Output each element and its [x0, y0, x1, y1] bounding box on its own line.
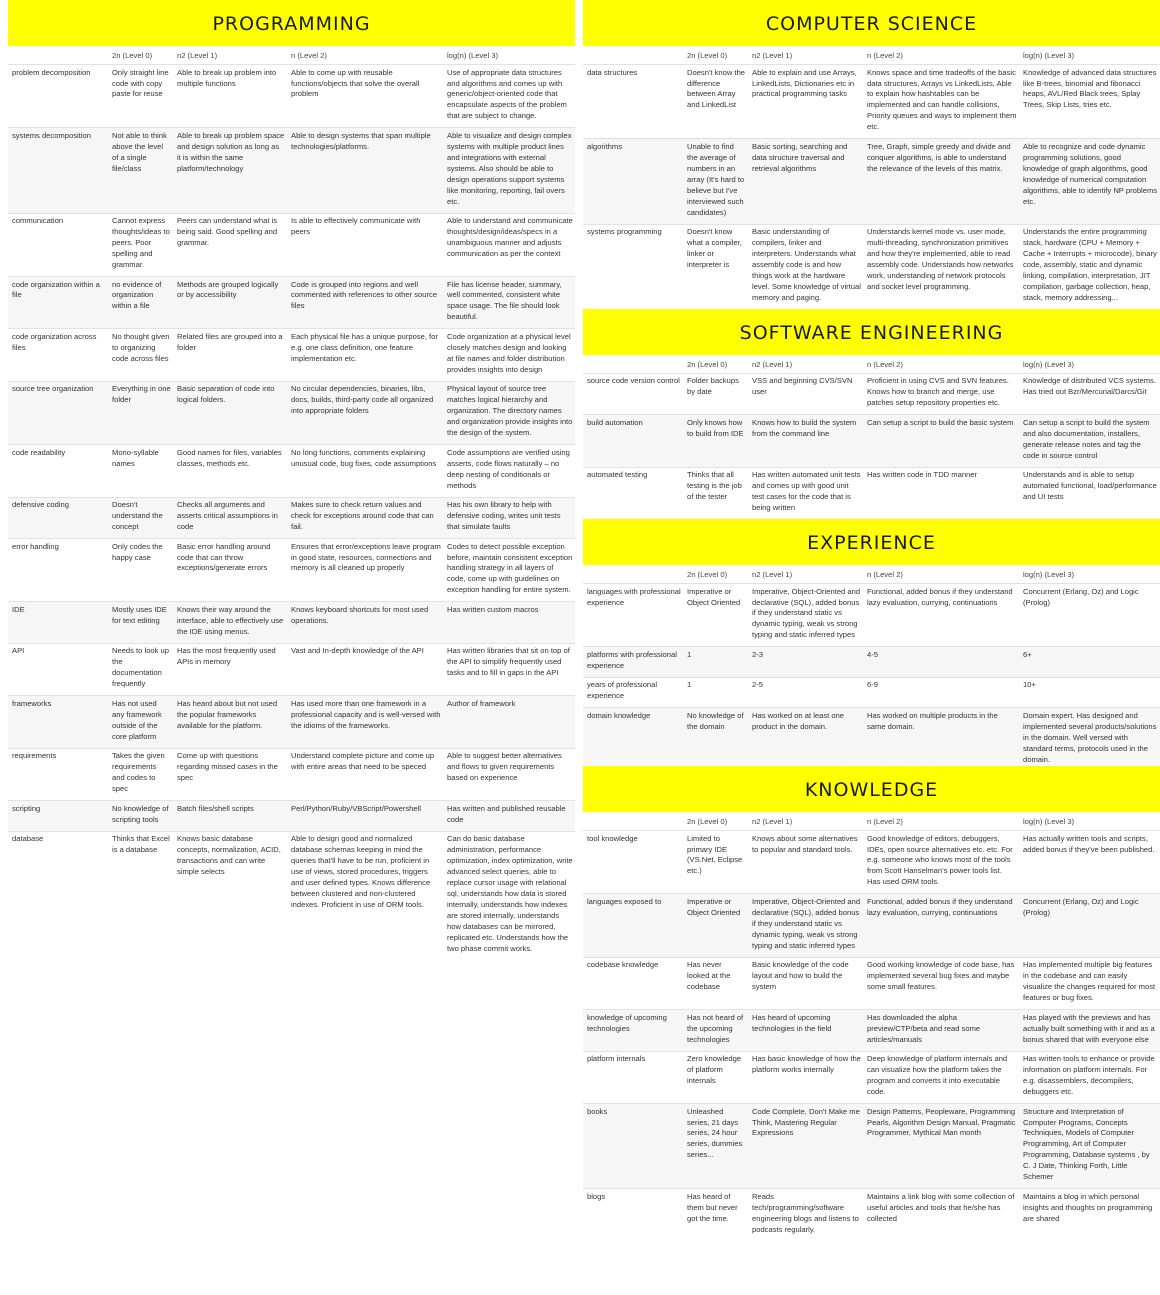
- level-cell: Able to explain and use Arrays, LinkedLists, Dictionaries etc in practical programming tasks: [748, 64, 863, 138]
- level-cell: Knowledge of distributed VCS systems. Has tried out Bzr/Mercurial/Darcs/Git: [1019, 373, 1160, 414]
- row-label: code organization across files: [8, 329, 108, 381]
- level-cell: VSS and beginning CVS/SVN user: [748, 373, 863, 414]
- level-cell: Understands kernel mode vs. user mode, multi-threading, synchronization primitives and how they're implemented, able to read assembly code. Understands how networks work, understanding of network protocols and socket level programming.: [863, 224, 1019, 309]
- row-label: error handling: [8, 538, 108, 601]
- row-label: database: [8, 831, 108, 960]
- level-cell: No circular dependencies, binaries, libs, docs, builds, third-party code all organized into appropriate folders: [287, 381, 443, 444]
- row-label: blogs: [583, 1189, 683, 1241]
- row-label: source code version control: [583, 373, 683, 414]
- level-cell: Able to break up problem into multiple functions: [173, 64, 287, 127]
- table-row: [583, 1189, 1160, 1241]
- level-cell: Only straight line code with copy paste for reuse: [108, 64, 173, 127]
- row-label: knowledge of upcoming technologies: [583, 1010, 683, 1051]
- level-cell: Code assumptions are verified using asserts, code flows naturally – no deep nesting of conditionals or methods: [443, 445, 575, 497]
- level-cell: Tree, Graph, simple greedy and divide and conquer algorithms, is able to understand the relevance of the levels of this matrix.: [863, 139, 1019, 224]
- level-cell: Functional, added bonus if they understand lazy evaluation, currying, continuations: [863, 583, 1019, 646]
- table-row: [8, 801, 575, 832]
- level-cell: Peers can understand what is being said. Good spelling and grammar.: [173, 213, 287, 276]
- section-programming: [8, 0, 575, 960]
- table-row: [8, 696, 575, 748]
- table-row: [583, 1051, 1160, 1103]
- level-cell: Can setup a script to build the basic system: [863, 415, 1019, 467]
- column-header: 2n (Level 0): [687, 359, 728, 369]
- level-cell: No knowledge of scripting tools: [108, 801, 173, 832]
- level-cell: Doesn't know the difference between Array and LinkedList: [683, 64, 748, 138]
- column-header: n2 (Level 1): [177, 51, 218, 60]
- column-header: 2n (Level 0): [687, 570, 728, 580]
- section-title: KNOWLEDGE: [583, 766, 1160, 812]
- level-cell: Able to design good and normalized database schemas keeping in mind the queries that'll have to be run, proficient in use of views, stored procedures, triggers and user defined types. Knows difference between clustered and non-clustered indexes. Proficient in use of ORM tools.: [287, 831, 443, 960]
- level-cell: Has never looked at the codebase: [683, 957, 748, 1009]
- section-experience: [583, 519, 1160, 766]
- table-row: [8, 831, 575, 960]
- level-cell: Perl/Python/Ruby/VBScript/Powershell: [287, 801, 443, 832]
- level-cell: Related files are grouped into a folder: [173, 329, 287, 381]
- level-cell: Basic understanding of compilers, linker and interpreters. Understands what assembly code is and how things work at the hardware level. Some knowledge of virtual memory and paging.: [748, 224, 863, 309]
- level-cell: Knows space and time tradeoffs of the basic data structures, Arrays vs LinkedLists, Able to explain how hashtables can be implemented and can handle collisions, Priority queues and ways to implement them etc.: [863, 64, 1019, 138]
- section-software-engineering: [583, 309, 1160, 519]
- column-header: [8, 50, 108, 64]
- row-label: languages exposed to: [583, 894, 683, 957]
- level-cell: Has the most frequently used APIs in memory: [173, 643, 287, 695]
- level-cell: Imperative, Object-Oriented and declarative (SQL), added bonus if they understand static vs dynamic typing, weak vs strong typing and static inferred types: [748, 583, 863, 646]
- level-cell: Knows about some alternatives to popular and standard tools.: [748, 830, 863, 893]
- table-row: [583, 583, 1160, 646]
- column-header: 2n (Level 0): [687, 817, 728, 827]
- column-header: n (Level 2): [867, 359, 903, 369]
- level-cell: Everything in one folder: [108, 381, 173, 444]
- column-header: n2 (Level 1): [752, 570, 793, 580]
- level-cell: Concurrent (Erlang, Oz) and Logic (Prolog): [1019, 583, 1160, 646]
- level-cell: Reads tech/programming/software engineering blogs and listens to podcasts regularly.: [748, 1189, 863, 1241]
- level-cell: Only knows how to build from IDE: [683, 415, 748, 467]
- section-knowledge: [583, 766, 1160, 1241]
- table-row: [8, 329, 575, 381]
- level-cell: 6-9: [863, 677, 1019, 708]
- level-cell: Has heard of them but never got the time.: [683, 1189, 748, 1241]
- level-cell: Knows basic database concepts, normalization, ACID, transactions and can write simple selects: [173, 831, 287, 960]
- level-cell: Able to visualize and design complex systems with multiple product lines and integrations with external systems. Also should be able to design operations support systems like monitoring, reporting, fail overs etc.: [443, 128, 575, 213]
- section-computer-science: [583, 0, 1160, 309]
- level-cell: 1: [683, 677, 748, 708]
- section-title: PROGRAMMING: [8, 0, 575, 46]
- level-cell: Knows how to build the system from the command line: [748, 415, 863, 467]
- level-cell: 6+: [1019, 647, 1160, 678]
- row-label: code organization within a file: [8, 276, 108, 328]
- level-cell: Code Complete, Don't Make me Think, Mastering Regular Expressions: [748, 1103, 863, 1188]
- level-cell: Has not heard of the upcoming technologies: [683, 1010, 748, 1051]
- header-row: [583, 50, 1160, 64]
- column-header: [583, 50, 683, 64]
- table-row: [583, 1103, 1160, 1188]
- level-cell: Has written code in TDD manner: [863, 467, 1019, 519]
- left-column: [8, 0, 575, 960]
- column-header: log(n) (Level 3): [1023, 817, 1075, 827]
- level-cell: Has heard about but not used the popular frameworks available for the platform.: [173, 696, 287, 748]
- row-label: algorithms: [583, 139, 683, 224]
- level-cell: Understand complete picture and come up with entire areas that need to be speced: [287, 748, 443, 800]
- level-cell: Makes sure to check return values and check for exceptions around code that can fail.: [287, 497, 443, 538]
- table-row: [583, 830, 1160, 893]
- level-cell: Has downloaded the alpha preview/CTP/beta and read some articles/manuals: [863, 1010, 1019, 1051]
- level-cell: Imperative or Object Oriented: [683, 894, 748, 957]
- level-cell: Able to recognize and code dynamic programming solutions, good knowledge of graph algorithms, good knowledge of numerical computation algorithms, able to identify NP problems etc.: [1019, 139, 1160, 224]
- level-cell: Has not used any framework outside of the core platform: [108, 696, 173, 748]
- column-header: log(n) (Level 3): [1023, 570, 1075, 580]
- level-cell: Has actually written tools and scripts, added bonus if they've been published.: [1019, 830, 1160, 893]
- level-cell: Batch files/shell scripts: [173, 801, 287, 832]
- level-cell: Good working knowledge of code base, has implemented several bug fixes and maybe some small features.: [863, 957, 1019, 1009]
- level-cell: Able to design systems that span multiple technologies/platforms.: [287, 128, 443, 213]
- level-cell: Maintains a link blog with some collection of useful articles and tools that he/she has collected: [863, 1189, 1019, 1241]
- row-label: code readability: [8, 445, 108, 497]
- table-row: [583, 373, 1160, 414]
- section-title: COMPUTER SCIENCE: [583, 0, 1160, 46]
- matrix-table: [583, 50, 1160, 309]
- column-header: n (Level 2): [867, 817, 903, 827]
- header-row: [583, 359, 1160, 373]
- level-cell: Is able to effectively communicate with peers: [287, 213, 443, 276]
- level-cell: Has written and published reusable code: [443, 801, 575, 832]
- level-cell: Thinks that Excel is a database: [108, 831, 173, 960]
- level-cell: Concurrent (Erlang, Oz) and Logic (Prolog): [1019, 894, 1160, 957]
- level-cell: No thought given to organizing code across files: [108, 329, 173, 381]
- level-cell: Imperative or Object Oriented: [683, 583, 748, 646]
- matrix-table: [8, 50, 575, 960]
- table-row: [8, 128, 575, 213]
- row-label: requirements: [8, 748, 108, 800]
- row-label: platform internals: [583, 1051, 683, 1103]
- level-cell: Mostly uses IDE for text editing: [108, 602, 173, 643]
- level-cell: Domain expert. Has designed and implemented several products/solutions in the domain. Well versed with standard terms, protocols used in the domain.: [1019, 708, 1160, 766]
- column-header: n2 (Level 1): [752, 51, 793, 60]
- row-label: source tree organization: [8, 381, 108, 444]
- level-cell: 2-3: [748, 647, 863, 678]
- level-cell: Come up with questions regarding missed cases in the spec: [173, 748, 287, 800]
- level-cell: Ensures that error/exceptions leave program in good state, resources, connections and memory is all cleaned up properly: [287, 538, 443, 601]
- table-row: [8, 64, 575, 127]
- level-cell: Structure and Interpretation of Computer Programs, Concepts Techniques, Models of Computer Programming, Art of Computer Programming, Database systems , by C. J Date, Thinking Forth, Little Schemer: [1019, 1103, 1160, 1188]
- level-cell: Limited to primary IDE (VS.Net, Eclipse etc.): [683, 830, 748, 893]
- column-header: 2n (Level 0): [687, 51, 728, 60]
- level-cell: Code is grouped into regions and well commented with references to other source files: [287, 276, 443, 328]
- header-row: [583, 569, 1160, 583]
- level-cell: Mono-syllable names: [108, 445, 173, 497]
- section-title: EXPERIENCE: [583, 519, 1160, 565]
- column-header: 2n (Level 0): [112, 51, 153, 60]
- table-row: [583, 64, 1160, 138]
- level-cell: 2-5: [748, 677, 863, 708]
- level-cell: 1: [683, 647, 748, 678]
- level-cell: Methods are grouped logically or by accessibility: [173, 276, 287, 328]
- row-label: codebase knowledge: [583, 957, 683, 1009]
- row-label: API: [8, 643, 108, 695]
- row-label: build automation: [583, 415, 683, 467]
- level-cell: Has written tools to enhance or provide information on platform internals. For e.g. disassemblers, decompilers, debuggers etc.: [1019, 1051, 1160, 1103]
- row-label: domain knowledge: [583, 708, 683, 766]
- table-row: [8, 381, 575, 444]
- matrix-table: [583, 816, 1160, 1241]
- level-cell: Understands and is able to setup automated functional, load/performance and UI tests: [1019, 467, 1160, 519]
- level-cell: Has written custom macros: [443, 602, 575, 643]
- table-row: [583, 415, 1160, 467]
- level-cell: Deep knowledge of platform internals and can visualize how the platform takes the program and converts it into executable code.: [863, 1051, 1019, 1103]
- level-cell: Proficient in using CVS and SVN features. Knows how to branch and merge, use patches setup repository properties etc.: [863, 373, 1019, 414]
- level-cell: Able to suggest better alternatives and flows to given requirements based on experience: [443, 748, 575, 800]
- level-cell: 4-5: [863, 647, 1019, 678]
- level-cell: Able to come up with reusable functions/objects that solve the overall problem: [287, 64, 443, 127]
- level-cell: Can setup a script to build the system and also documentation, installers, generate release notes and tag the code in source control: [1019, 415, 1160, 467]
- level-cell: Only codes the happy case: [108, 538, 173, 601]
- table-row: [8, 748, 575, 800]
- column-header: [583, 359, 683, 373]
- row-label: tool knowledge: [583, 830, 683, 893]
- level-cell: Maintains a blog in which personal insights and thoughts on programming are shared: [1019, 1189, 1160, 1241]
- level-cell: Checks all arguments and asserts critical assumptions in code: [173, 497, 287, 538]
- level-cell: Zero knowledge of platform internals: [683, 1051, 748, 1103]
- level-cell: No long functions, comments explaining unusual code, bug fixes, code assumptions: [287, 445, 443, 497]
- table-row: [583, 224, 1160, 309]
- column-header: log(n) (Level 3): [1023, 359, 1075, 369]
- level-cell: Imperative, Object-Oriented and declarative (SQL), added bonus if they understand static vs dynamic typing, weak vs strong typing and static inferred types: [748, 894, 863, 957]
- table-row: [8, 538, 575, 601]
- level-cell: Has used more than one framework in a professional capacity and is well-versed with the idioms of the frameworks.: [287, 696, 443, 748]
- level-cell: Each physical file has a unique purpose, for e.g. one class definition, one feature implementation etc.: [287, 329, 443, 381]
- level-cell: Doesn't understand the concept: [108, 497, 173, 538]
- table-row: [583, 677, 1160, 708]
- row-label: automated testing: [583, 467, 683, 519]
- level-cell: No knowledge of the domain: [683, 708, 748, 766]
- header-row: [8, 50, 575, 64]
- table-row: [8, 643, 575, 695]
- level-cell: Able to understand and communicate thoughts/design/ideas/specs in a unambiguous manner and adjusts communication as per the context: [443, 213, 575, 276]
- level-cell: Basic sorting, searching and data structure traversal and retrieval algorithms: [748, 139, 863, 224]
- level-cell: Knowledge of advanced data structures like B-trees, binomial and fibonacci heaps, AVL/Red Black trees, Splay Trees, Skip Lists, tries etc.: [1019, 64, 1160, 138]
- level-cell: Knows keyboard shortcuts for most used operations.: [287, 602, 443, 643]
- level-cell: Has heard of upcoming technologies in the field: [748, 1010, 863, 1051]
- row-label: communication: [8, 213, 108, 276]
- table-row: [583, 467, 1160, 519]
- level-cell: Codes to detect possible exception before, maintain consistent exception handling strategy in all layers of code, come up with guidelines on exception handling for entire system.: [443, 538, 575, 601]
- matrix-table: [583, 359, 1160, 519]
- table-row: [583, 957, 1160, 1009]
- table-row: [583, 708, 1160, 766]
- table-row: [8, 213, 575, 276]
- level-cell: Code organization at a physical level closely matches design and looking at file names and folder distribution provides insights into design: [443, 329, 575, 381]
- row-label: IDE: [8, 602, 108, 643]
- level-cell: no evidence of organization within a file: [108, 276, 173, 328]
- row-label: systems decomposition: [8, 128, 108, 213]
- level-cell: Unable to find the average of numbers in an array (It's hard to believe but I've interviewed such candidates): [683, 139, 748, 224]
- table-row: [583, 139, 1160, 224]
- level-cell: Doesn't know what a compiler, linker or interpreter is: [683, 224, 748, 309]
- column-header: [583, 569, 683, 583]
- row-label: years of professional experience: [583, 677, 683, 708]
- column-header: n (Level 2): [867, 51, 903, 60]
- section-title: SOFTWARE ENGINEERING: [583, 309, 1160, 355]
- level-cell: Good knowledge of editors, debuggers, IDEs, open source alternatives etc. etc. For e.g. someone who knows most of the tools from Scott Hanselman's power tools list. Has used ORM tools.: [863, 830, 1019, 893]
- level-cell: Has worked on multiple products in the same domain.: [863, 708, 1019, 766]
- row-label: defensive coding: [8, 497, 108, 538]
- level-cell: File has license header, summary, well commented, consistent white space usage. The file should look beautiful.: [443, 276, 575, 328]
- level-cell: Design Patterns, Peopleware, Programming Pearls, Algorithm Design Manual, Pragmatic Programmer, Mythical Man month: [863, 1103, 1019, 1188]
- column-header: n (Level 2): [291, 51, 327, 60]
- level-cell: Cannot express thoughts/ideas to peers. Poor spelling and grammar.: [108, 213, 173, 276]
- level-cell: Basic separation of code into logical folders.: [173, 381, 287, 444]
- level-cell: Needs to look up the documentation frequently: [108, 643, 173, 695]
- matrix-table: [583, 569, 1160, 766]
- row-label: books: [583, 1103, 683, 1188]
- column-header: log(n) (Level 3): [1023, 51, 1075, 60]
- row-label: languages with professional experience: [583, 583, 683, 646]
- right-column: [583, 0, 1160, 1241]
- level-cell: Basic knowledge of the code layout and how to build the system: [748, 957, 863, 1009]
- level-cell: Unleashed series, 21 days series, 24 hour series, dummies series...: [683, 1103, 748, 1188]
- level-cell: Has implemented multiple big features in the codebase and can easily visualize the changes required for most features or bug fixes.: [1019, 957, 1160, 1009]
- level-cell: Can do basic database administration, performance optimization, index optimization, write advanced select queries, able to replace cursor usage with relational sql, understands how data is stored internally, understands how indexes are stored internally, understands how databases can be mirrored, replicated etc. Understands how the two phase commit works.: [443, 831, 575, 960]
- level-cell: Able to break up problem space and design solution as long as it is within the same platform/technology: [173, 128, 287, 213]
- level-cell: Has written libraries that sit on top of the API to simplify frequently used tasks and to fill in gaps in the API: [443, 643, 575, 695]
- column-header: n (Level 2): [867, 570, 903, 580]
- table-row: [583, 1010, 1160, 1051]
- level-cell: Good names for files, variables classes, methods etc.: [173, 445, 287, 497]
- level-cell: Folder backups by date: [683, 373, 748, 414]
- level-cell: Functional, added bonus if they understand lazy evaluation, currying, continuations: [863, 894, 1019, 957]
- level-cell: Use of appropriate data structures and algorithms and comes up with generic/object-oriented code that encapsulate aspects of the problem that are subject to change.: [443, 64, 575, 127]
- level-cell: Understands the entire programming stack, hardware (CPU + Memory + Cache + Interrupts + microcode), binary code, assembly, static and dynamic linking, compilation, interpretation, JIT compilation, garbage collection, heap, stack, memory addressing...: [1019, 224, 1160, 309]
- column-header: log(n) (Level 3): [447, 51, 499, 60]
- row-label: data structures: [583, 64, 683, 138]
- level-cell: Has worked on at least one product in the domain.: [748, 708, 863, 766]
- table-row: [583, 647, 1160, 678]
- level-cell: Physical layout of source tree matches logical hierarchy and organization. The directory names and organization provide insights into the design of the system.: [443, 381, 575, 444]
- level-cell: Thinks that all testing is the job of the tester: [683, 467, 748, 519]
- level-cell: Has his own library to help with defensive coding, writes unit tests that simulate faults: [443, 497, 575, 538]
- table-row: [583, 894, 1160, 957]
- column-header: n2 (Level 1): [752, 817, 793, 827]
- level-cell: Basic error handling around code that can throw exceptions/generate errors: [173, 538, 287, 601]
- level-cell: Has written automated unit tests and comes up with good unit test cases for the code that is being written: [748, 467, 863, 519]
- level-cell: 10+: [1019, 677, 1160, 708]
- level-cell: Has played with the previews and has actually built something with it and as a bonus shared that with everyone else: [1019, 1010, 1160, 1051]
- table-row: [8, 445, 575, 497]
- level-cell: Takes the given requirements and codes to spec: [108, 748, 173, 800]
- row-label: systems programming: [583, 224, 683, 309]
- level-cell: Author of framework: [443, 696, 575, 748]
- table-row: [8, 276, 575, 328]
- table-row: [8, 497, 575, 538]
- column-header: [583, 816, 683, 830]
- row-label: platforms with professional experience: [583, 647, 683, 678]
- table-row: [8, 602, 575, 643]
- level-cell: Not able to think above the level of a single file/class: [108, 128, 173, 213]
- row-label: problem decomposition: [8, 64, 108, 127]
- row-label: frameworks: [8, 696, 108, 748]
- level-cell: Has basic knowledge of how the platform works internally: [748, 1051, 863, 1103]
- column-header: n2 (Level 1): [752, 359, 793, 369]
- level-cell: Knows their way around the interface, able to effectively use the IDE using menus.: [173, 602, 287, 643]
- header-row: [583, 816, 1160, 830]
- row-label: scripting: [8, 801, 108, 832]
- level-cell: Vast and In-depth knowledge of the API: [287, 643, 443, 695]
